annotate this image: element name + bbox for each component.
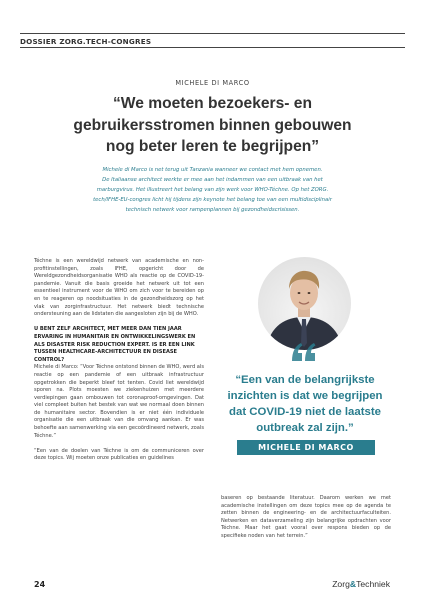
interview-question: U BENT ZELF ARCHITECT, MET MEER DAN TIEN JAAR ERVARING IN HUMANITAIR EN ONTWIKKELINGSWERK EN ALS DISASTER RISK REDUCTION EXPERT. IS ER EEN LINK TUSSEN HEALTHCARE-ARCHITECTUUR EN DISEASE CONTROL? — [34, 326, 196, 363]
brand-ampersand: & — [349, 579, 357, 589]
pull-quote-line: outbreak zal zijn.” — [256, 422, 354, 434]
intro — [60, 165, 365, 215]
pull-quote-line: inzichten is dat we begrijpen — [227, 390, 383, 402]
pull-quote-line: dat COVID-19 niet de laatste — [229, 406, 381, 418]
intro-line: Michele di Marco is net terug uit Tanzania wanneer we contact met hem opnemen. — [102, 167, 323, 173]
right-column — [221, 495, 391, 541]
headline-line: nog beter leren te begrijpen” — [105, 138, 320, 155]
body-paragraph: “Een van de doelen van Téchne is om de communiceren over deze topics. Wij moeten onze publicaties en guidelines — [34, 447, 204, 462]
quote-attribution-badge: MICHELE DI MARCO — [237, 440, 375, 455]
body-paragraph: Michele di Marco: “Voor Téchne ontstond binnen de WHO, werd als reactie op een pandemie of een uitbraak infrastructuur opgetrokken die beperkt bleef tot tenten. Covid liet wereldwijd sporen na. Plots moesten we ziekenhuizen met meerdere verdiepingen gaan ombouwen tot coronaproof-omgevingen. Dat viel compleet buiten het bestek van wat we normaal doen binnen de humanitaire sector. Bovendien is er niet één individuele organisatie die een uitbraak van die omvang aankan. Er was behoefte aan samenwerking via een gecoördineerd netwerk, zoals Téchne.” — [34, 364, 204, 439]
intro-line: De Italiaanse architect werkte er mee aan het indammen van een uitbraak van het — [102, 177, 323, 183]
body-paragraph: baseren op bestaande literatuur. Daarom werken we met academische instellingen om deze topics mee op de agenda te zetten binnen de engineering- en de architectuurfaculteiten. Netwerken en dataverzameling zijn belangrijke opdrachten voor Téchne. Maar het gaat vooral over respons bieden op de specifieke noden van het terrein.” — [221, 495, 391, 539]
intro-line: marburgvirus. Het illustreert het belang van zijn werk voor WHO-Téchne. Op het ZORG. — [96, 187, 329, 193]
headline-line: “We moeten bezoekers- en — [112, 95, 313, 112]
brand-part: Zorg — [332, 579, 350, 589]
section-label: DOSSIER ZORG.TECH-CONGRES — [20, 37, 152, 46]
author-byline: MICHELE DI MARCO — [175, 79, 250, 87]
headline — [50, 93, 375, 158]
header-rule-bottom — [20, 47, 405, 48]
body-paragraph: Téchne is een wereldwijd netwerk van academische en non-profitinstellingen, zoals IFHE, opgericht door de Wereldgezondheidsorganisatie WHO als reactie op de COVID-19-pandemie. Vanuit die basis groeide het netwerk uit tot een essentieel instrument voor de WHO om zich voor te bereiden op en te reageren op noodsituaties in de gezondheidszorg op het vlak van zorginfrastructuur. Het netwerk biedt technische ondersteuning aan de lidstaten die aangesloten zijn bij de WHO. — [34, 258, 204, 318]
pull-quote-line: “Een van de belangrijkste — [235, 374, 375, 386]
quote-mark-icon — [289, 337, 319, 367]
intro-line: tech/IFHE-EU-congres licht hij tijdens zijn keynote het belang toe van een multidisciplinair — [93, 197, 332, 203]
page-number: 24 — [34, 580, 46, 589]
headline-line: gebruikersstromen binnen gebouwen — [73, 116, 352, 134]
pull-quote — [220, 372, 390, 436]
brand-part: Techniek — [356, 579, 390, 589]
magazine-brand — [332, 579, 390, 589]
intro-line: technisch netwerk voor rampenplannen bij gezondheidscrisissen. — [125, 207, 300, 213]
left-column — [34, 258, 204, 471]
header-rule-top — [20, 33, 405, 34]
